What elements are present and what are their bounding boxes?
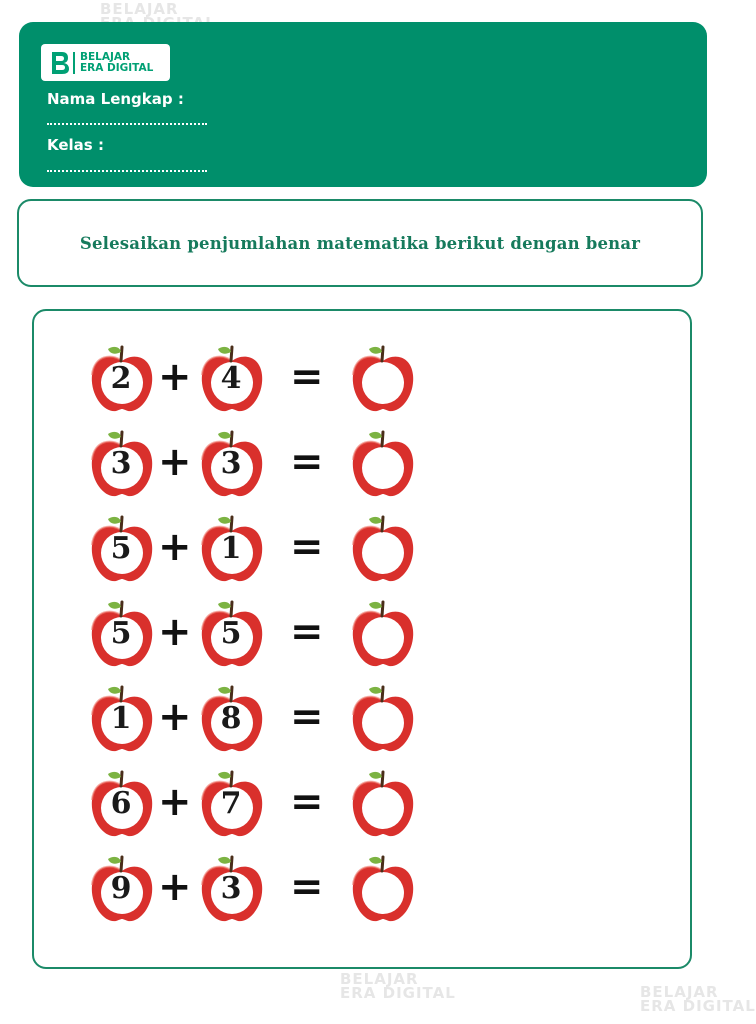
answer-apple[interactable] — [349, 343, 417, 415]
addend-number: 2 — [110, 361, 132, 396]
addend-number: 7 — [220, 786, 242, 821]
answer-apple[interactable] — [349, 428, 417, 500]
apple-icon — [349, 428, 417, 500]
equals-sign: = — [290, 864, 324, 910]
equation-row — [34, 853, 690, 925]
equation-row — [34, 343, 690, 415]
watermark: BELAJAR ERA DIGITAL — [640, 983, 756, 1015]
equals-sign: = — [290, 439, 324, 485]
first-addend-apple — [88, 428, 156, 500]
second-addend-apple — [198, 343, 266, 415]
answer-apple[interactable] — [349, 853, 417, 925]
addend-number: 5 — [220, 616, 242, 651]
equation-row — [34, 768, 690, 840]
watermark: BELAJAR ERA DIGITAL — [340, 970, 456, 1002]
apple-icon — [349, 683, 417, 755]
addend-number: 5 — [110, 531, 132, 566]
addend-number: 8 — [220, 701, 242, 736]
first-addend-apple — [88, 598, 156, 670]
plus-sign: + — [158, 439, 192, 485]
first-addend-apple — [88, 853, 156, 925]
equals-sign: = — [290, 694, 324, 740]
apple-icon — [349, 343, 417, 415]
plus-sign: + — [158, 864, 192, 910]
worksheet-header — [19, 22, 707, 187]
logo-divider — [73, 52, 75, 74]
answer-apple[interactable] — [349, 513, 417, 585]
first-addend-apple — [88, 768, 156, 840]
class-blank-line[interactable] — [47, 170, 207, 172]
equals-sign: = — [290, 779, 324, 825]
equals-sign: = — [290, 524, 324, 570]
brand-name: BELAJAR ERA DIGITAL — [80, 50, 154, 74]
first-addend-apple — [88, 343, 156, 415]
equals-sign: = — [290, 609, 324, 655]
addend-number: 9 — [110, 871, 132, 906]
plus-sign: + — [158, 524, 192, 570]
apple-icon — [349, 513, 417, 585]
equation-row — [34, 598, 690, 670]
second-addend-apple — [198, 683, 266, 755]
addend-number: 3 — [220, 871, 242, 906]
addend-number: 6 — [110, 786, 132, 821]
instruction-text: Selesaikan penjumlahan matematika berikut dengan benar — [79, 233, 641, 253]
equation-row — [34, 428, 690, 500]
plus-sign: + — [158, 779, 192, 825]
instruction-box — [17, 199, 703, 287]
second-addend-apple — [198, 598, 266, 670]
plus-sign: + — [158, 609, 192, 655]
class-label: Kelas : — [47, 136, 104, 154]
second-addend-apple — [198, 853, 266, 925]
brand-b-icon — [48, 50, 70, 76]
answer-apple[interactable] — [349, 768, 417, 840]
first-addend-apple — [88, 683, 156, 755]
equation-row — [34, 683, 690, 755]
problems-box — [32, 309, 692, 969]
second-addend-apple — [198, 513, 266, 585]
equals-sign: = — [290, 354, 324, 400]
answer-apple[interactable] — [349, 683, 417, 755]
addend-number: 3 — [110, 446, 132, 481]
name-label: Nama Lengkap : — [47, 90, 184, 108]
answer-apple[interactable] — [349, 598, 417, 670]
apple-icon — [349, 853, 417, 925]
apple-icon — [349, 768, 417, 840]
plus-sign: + — [158, 354, 192, 400]
plus-sign: + — [158, 694, 192, 740]
addend-number: 4 — [220, 361, 242, 396]
brand-logo — [41, 44, 170, 81]
equation-row — [34, 513, 690, 585]
addend-number: 3 — [220, 446, 242, 481]
apple-icon — [349, 598, 417, 670]
first-addend-apple — [88, 513, 156, 585]
addend-number: 5 — [110, 616, 132, 651]
addend-number: 1 — [110, 701, 132, 736]
watermark: BELAJAR — [100, 0, 179, 18]
name-blank-line[interactable] — [47, 123, 207, 125]
addend-number: 1 — [220, 531, 242, 566]
second-addend-apple — [198, 428, 266, 500]
second-addend-apple — [198, 768, 266, 840]
